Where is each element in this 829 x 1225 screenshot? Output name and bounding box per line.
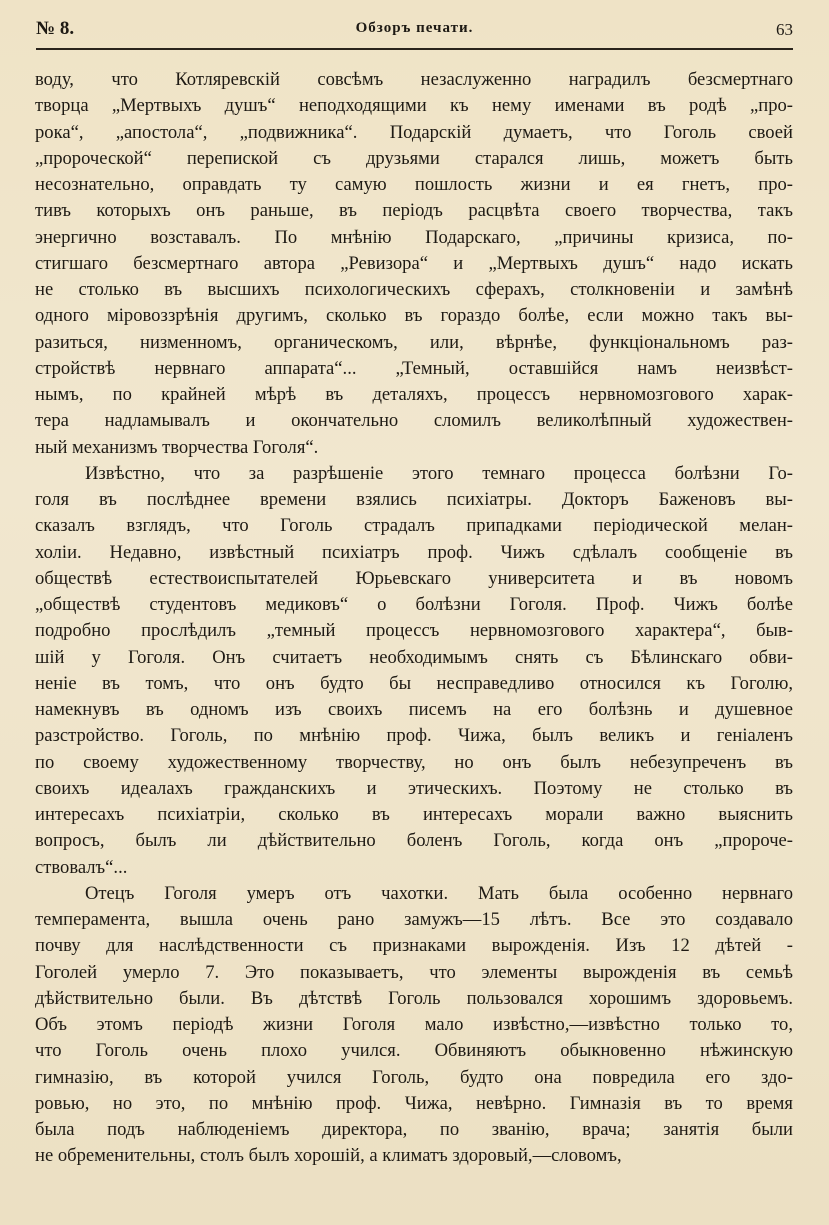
text-line: разстройство. Гоголь, по мнѣнію проф. Чижа, былъ великъ и геніаленъ: [35, 725, 793, 747]
text-line: тивъ которыхъ онъ раньше, въ періодъ расцвѣта своего творчества, такъ: [35, 200, 793, 222]
text-line: Гоголей умерло 7. Это показываетъ, что элементы вырожденія въ семьѣ: [35, 961, 793, 983]
text-line: нымъ, по крайней мѣрѣ въ деталяхъ, процессъ нервномозгового харак-: [35, 384, 793, 405]
text-line: стройствѣ нервнаго аппарата“... „Темный, оставшійся намъ неизвѣст-: [35, 357, 793, 379]
text-line: намекнувъ въ одномъ изъ своихъ писемъ на его болѣзнь и душевное: [35, 699, 793, 720]
text-line: темперамента, вышла очень рано замужъ—15 лѣтъ. Все это создавало: [35, 909, 793, 930]
text-line: энергично возставалъ. По мнѣнію Подарскаго, „причины кризиса, по-: [35, 226, 793, 248]
text-line: творца „Мертвыхъ душъ“ неподходящими къ нему именами въ родѣ „про-: [35, 95, 793, 117]
text-line: ствовалъ“...: [35, 856, 128, 878]
text-line: разиться, низменномъ, органическомъ, или, вѣрнѣе, функціональномъ раз-: [35, 331, 793, 353]
text-line: воду, что Котляревскій совсѣмъ незаслуженно наградилъ безсмертнаго: [35, 69, 793, 90]
running-header: [36, 18, 793, 50]
text-line: была подъ наблюденіемъ директора, по званію, врача; занятія были: [35, 1119, 793, 1140]
text-line: „обществѣ студентовъ медиковъ“ о болѣзни Гоголя. Проф. Чижъ болѣе: [35, 594, 793, 615]
text-line: ный механизмъ творчества Гоголя“.: [35, 436, 319, 458]
text-line: холіи. Недавно, извѣстный психіатръ проф. Чижъ сдѣлалъ сообщеніе въ: [35, 541, 793, 563]
paragraph: [35, 67, 793, 461]
text-line: Объ этомъ періодѣ жизни Гоголя мало извѣстно,—извѣстно только то,: [35, 1014, 793, 1035]
paragraph: [35, 461, 793, 881]
text-line: почву для наслѣдственности съ признаками вырожденія. Изъ 12 дѣтей -: [35, 935, 793, 957]
text-line: Отецъ Гоголя умеръ отъ чахотки. Мать была особенно нервнаго: [85, 882, 793, 904]
text-line: по своему художественному творчеству, но онъ былъ небезупреченъ въ: [35, 751, 793, 773]
text-line: не столько въ высшихъ психологическихъ сферахъ, столкновеніи и замѣнѣ: [35, 279, 793, 300]
text-line: рока“, „апостола“, „подвижника“. Подарскій думаетъ, что Гоголь своей: [35, 121, 793, 143]
text-line: гимназію, въ которой учился Гоголь, будто она повредила его здо-: [35, 1066, 793, 1088]
text-line: дѣйствительно были. Въ дѣтствѣ Гоголь пользовался хорошимъ здоровьемъ.: [35, 987, 793, 1009]
running-title: Обзоръ печати.: [355, 20, 474, 36]
text-line: ровью, но это, по мнѣнію проф. Чижа, невѣрно. Гимназія въ то время: [35, 1092, 793, 1114]
issue-number: № 8.: [36, 18, 75, 39]
text-line: шій у Гоголя. Онъ считаетъ необходимымъ снять съ Бѣлинскаго обви-: [35, 646, 793, 668]
body-text: [35, 67, 793, 1170]
text-line: вопросъ, былъ ли дѣйствительно боленъ Гоголь, когда онъ „пророче-: [35, 830, 793, 852]
text-line: тера надламывалъ и окончательно сломилъ великолѣпный художествен-: [35, 410, 793, 432]
text-line: Извѣстно, что за разрѣшеніе этого темнаго процесса болѣзни Го-: [85, 462, 793, 484]
text-line: „пророческой“ перепиской съ друзьями старался лишь, можетъ быть: [35, 147, 793, 169]
text-line: интересахъ психіатріи, сколько въ интересахъ морали важно выяснить: [35, 804, 793, 825]
text-line: не обременительны, столъ былъ хорошій, а климатъ здоровый,—словомъ,: [35, 1145, 622, 1167]
text-line: обществѣ естествоиспытателей Юрьевскаго университета и въ новомъ: [35, 567, 793, 589]
text-line: одного міровоззрѣнія другимъ, сколько въ гораздо болѣе, если можно такъ вы-: [35, 305, 793, 327]
text-line: подробно прослѣдилъ „темный процессъ нервномозгового характера“, быв-: [35, 620, 793, 642]
paragraph: [35, 881, 793, 1170]
text-line: голя въ послѣднее времени взялись психіатры. Докторъ Баженовъ вы-: [35, 489, 793, 510]
text-line: своихъ идеалахъ гражданскихъ и этическихъ. Поэтому не столько въ: [35, 777, 793, 799]
page-number: 63: [776, 20, 793, 39]
text-line: сказалъ взглядъ, что Гоголь страдалъ припадками періодической мелан-: [35, 515, 793, 537]
text-line: что Гоголь очень плохо учился. Обвиняютъ обыкновенно нѣжинскую: [35, 1040, 793, 1062]
text-line: несознательно, оправдать ту самую пошлость жизни и ея гнетъ, про-: [35, 174, 793, 195]
text-line: неніе въ томъ, что онъ будто бы несправедливо относился къ Гоголю,: [35, 672, 793, 694]
text-line: стигшаго безсмертнаго автора „Ревизора“ и „Мертвыхъ душъ“ надо искать: [35, 252, 793, 274]
